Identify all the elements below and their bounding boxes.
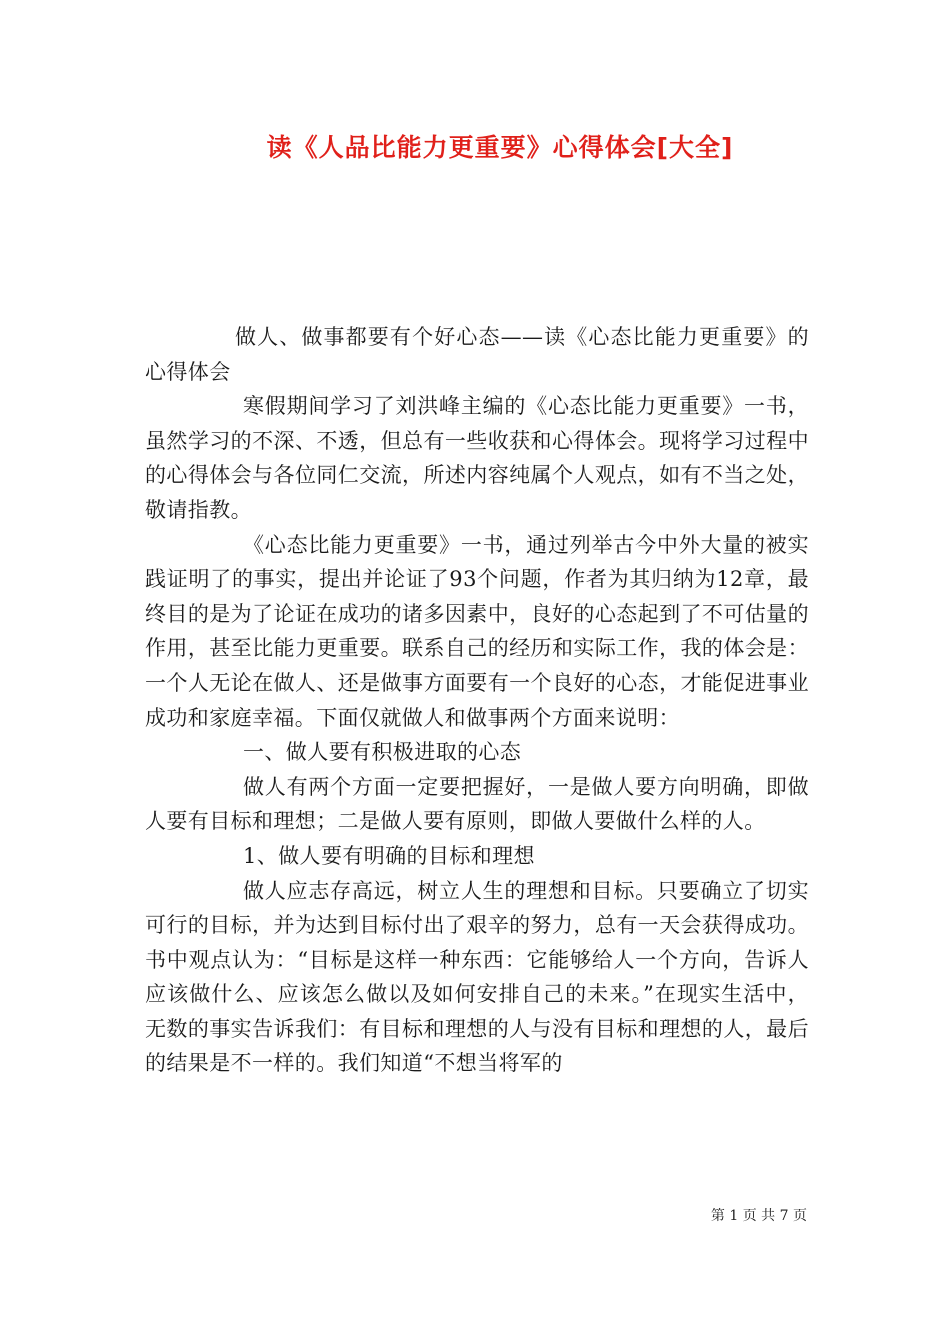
page-number-footer: 第 1 页 共 7 页 bbox=[710, 1208, 807, 1224]
body-paragraph: 做人有两个方面一定要把握好，一是做人要方向明确，即做人要有目标和理想；二是做人要有原则，即做人要做什么样的人。 bbox=[145, 774, 809, 834]
subsection-heading: 1、做人要有明确的目标和理想 bbox=[243, 843, 535, 868]
document-title: 读《人品比能力更重要》心得体会[大全] bbox=[266, 133, 734, 162]
document-body bbox=[145, 320, 809, 1081]
body-paragraph: 《心态比能力更重要》一书，通过列举古今中外大量的被实践证明了的事实，提出并论证了93个问题，作者为其归纳为12章，最终目的是为了论证在成功的诸多因素中，良好的心态起到了不可估量的作用，甚至比能力更重要。联系自己的经历和实际工作，我的体会是：一个人无论在做人、还是做事方面要有一个良好的心态，才能促进事业成功和家庭幸福。下面仅就做人和做事两个方面来说明： bbox=[145, 532, 809, 730]
body-paragraph: 寒假期间学习了刘洪峰主编的《心态比能力更重要》一书，虽然学习的不深、不透，但总有一些收获和心得体会。现将学习过程中的心得体会与各位同仁交流，所述内容纯属个人观点，如有不当之处，敬请指教。 bbox=[145, 394, 809, 522]
section-heading: 一、做人要有积极进取的心态 bbox=[243, 740, 522, 765]
subtitle-paragraph: 做人、做事都要有个好心态——读《心态比能力更重要》的心得体会 bbox=[145, 325, 809, 384]
body-paragraph: 做人应志存高远，树立人生的理想和目标。只要确立了切实可行的目标，并为达到目标付出了艰辛的努力，总有一天会获得成功。书中观点认为：“目标是这样一种东西：它能够给人一个方向，告诉人应该做什么、应该怎么做以及如何安排自己的未来。”在现实生活中，无数的事实告诉我们：有目标和理想的人与没有目标和理想的人，最后的结果是不一样的。我们知道“不想当将军的 bbox=[145, 878, 809, 1076]
